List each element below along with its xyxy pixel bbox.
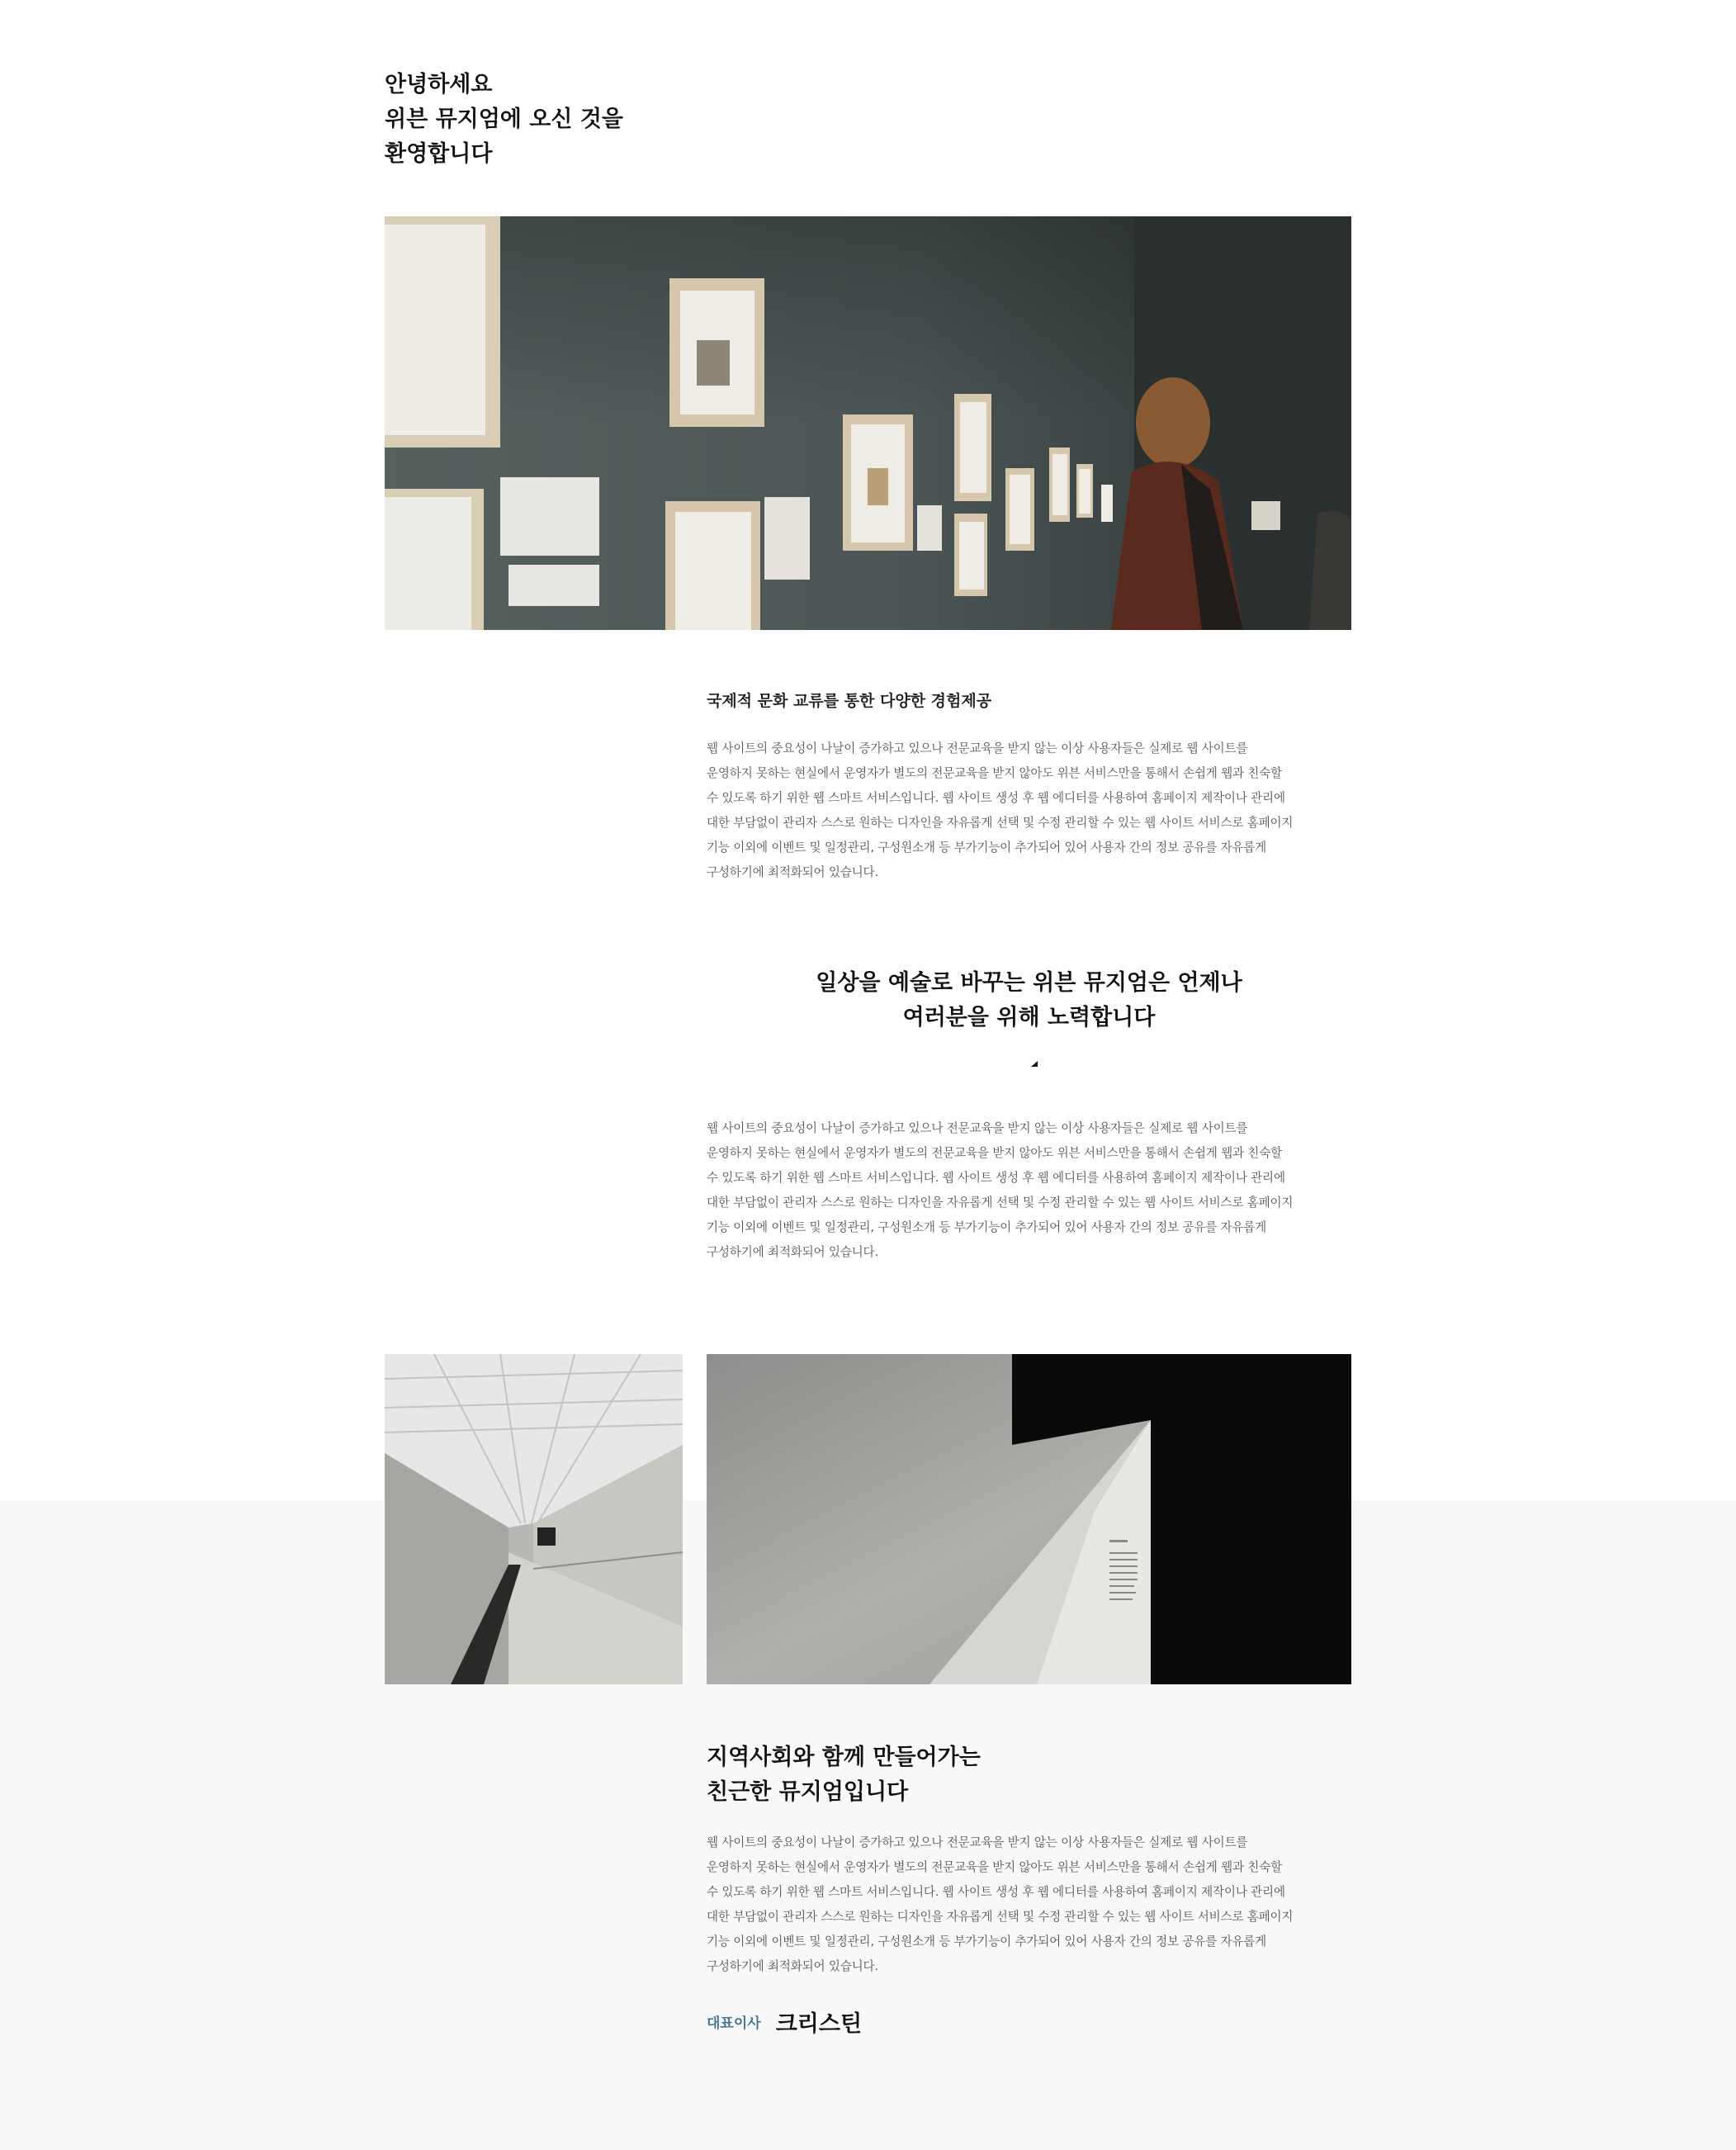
section2-body-line: 웹 사이트의 중요성이 나날이 증가하고 있으나 전문교육을 받지 않는 이상 사용자들은 실제로 웹 사이트를 [707, 1121, 1248, 1135]
signature-name: 크리스틴 [775, 2010, 863, 2037]
section3-title-line-2: 친근한 뮤지엄입니다 [707, 1779, 909, 1805]
exhibition-wall-image [707, 1354, 1351, 1684]
section3-body-line: 운영하지 못하는 현실에서 운영자가 별도의 전문교육을 받지 않아도 위븐 서비스만을 통해서 손쉽게 웹과 친숙할 [707, 1860, 1282, 1874]
section1-body [707, 736, 1351, 885]
section1-body-line: 수 있도록 하기 위한 웹 스마트 서비스입니다. 웹 사이트 생성 후 웹 에디터를 사용하여 홈페이지 제작이나 관리에 [707, 791, 1285, 805]
section1-body-line: 대한 부담없이 관리자 스스로 원하는 디자인을 자유롭게 선택 및 수정 관리할 수 있는 웹 사이트 서비스로 홈페이지 [707, 816, 1294, 830]
section3-title-line-1: 지역사회와 함께 만들어가는 [707, 1745, 981, 1770]
section3-body-line: 수 있도록 하기 위한 웹 스마트 서비스입니다. 웹 사이트 생성 후 웹 에디터를 사용하여 홈페이지 제작이나 관리에 [707, 1885, 1285, 1899]
signature-role: 대표이사 [707, 2015, 761, 2032]
section3-body-line: 대한 부담없이 관리자 스스로 원하는 디자인을 자유롭게 선택 및 수정 관리할 수 있는 웹 사이트 서비스로 홈페이지 [707, 1910, 1294, 1924]
section1-body-line: 기능 이외에 이벤트 및 일정관리, 구성원소개 등 부가기능이 추가되어 있어 사용자 간의 정보 공유를 자유롭게 [707, 841, 1267, 855]
quote-line-2: 여러분을 위해 노력합니다 [902, 1005, 1156, 1030]
section1-body-line: 구성하기에 최적화되어 있습니다. [707, 865, 878, 879]
section2-body-line: 구성하기에 최적화되어 있습니다. [707, 1245, 878, 1259]
hero-gallery-image [385, 216, 1351, 630]
section2-body [707, 1116, 1351, 1265]
section3-body-line: 기능 이외에 이벤트 및 일정관리, 구성원소개 등 부가기능이 추가되어 있어 사용자 간의 정보 공유를 자유롭게 [707, 1935, 1267, 1949]
section3-body-line: 웹 사이트의 중요성이 나날이 증가하고 있으나 전문교육을 받지 않는 이상 사용자들은 실제로 웹 사이트를 [707, 1835, 1248, 1849]
greeting-line-3: 환영합니다 [385, 141, 493, 167]
greeting-line-1: 안녕하세요 [385, 72, 493, 97]
section1-body-line: 웹 사이트의 중요성이 나날이 증가하고 있으나 전문교육을 받지 않는 이상 사용자들은 실제로 웹 사이트를 [707, 741, 1248, 755]
section3-body-line: 구성하기에 최적화되어 있습니다. [707, 1959, 878, 1973]
greeting-heading [385, 68, 880, 172]
ceo-signature [707, 2005, 862, 2038]
section2-body-line: 기능 이외에 이벤트 및 일정관리, 구성원소개 등 부가기능이 추가되어 있어 사용자 간의 정보 공유를 자유롭게 [707, 1220, 1267, 1234]
section3-body [707, 1830, 1351, 1979]
section1-title: 국제적 문화 교류를 통한 다양한 경험제공 [707, 692, 992, 710]
section2-body-line: 대한 부담없이 관리자 스스로 원하는 디자인을 자유롭게 선택 및 수정 관리할 수 있는 웹 사이트 서비스로 홈페이지 [707, 1196, 1294, 1210]
corridor-image [385, 1354, 683, 1684]
section2-body-line: 수 있도록 하기 위한 웹 스마트 서비스입니다. 웹 사이트 생성 후 웹 에디터를 사용하여 홈페이지 제작이나 관리에 [707, 1171, 1285, 1185]
quote-mark-icon [1031, 1054, 1038, 1060]
section3-title [707, 1740, 1351, 1810]
quote-line-1: 일상을 예술로 바꾸는 위븐 뮤지엄은 언제나 [816, 970, 1242, 996]
section2-body-line: 운영하지 못하는 현실에서 운영자가 별도의 전문교육을 받지 않아도 위븐 서비스만을 통해서 손쉽게 웹과 친숙할 [707, 1146, 1282, 1160]
quote-heading [707, 966, 1351, 1035]
section1-body-line: 운영하지 못하는 현실에서 운영자가 별도의 전문교육을 받지 않아도 위븐 서비스만을 통해서 손쉽게 웹과 친숙할 [707, 766, 1282, 780]
greeting-line-2: 위븐 뮤지엄에 오신 것을 [385, 107, 624, 132]
